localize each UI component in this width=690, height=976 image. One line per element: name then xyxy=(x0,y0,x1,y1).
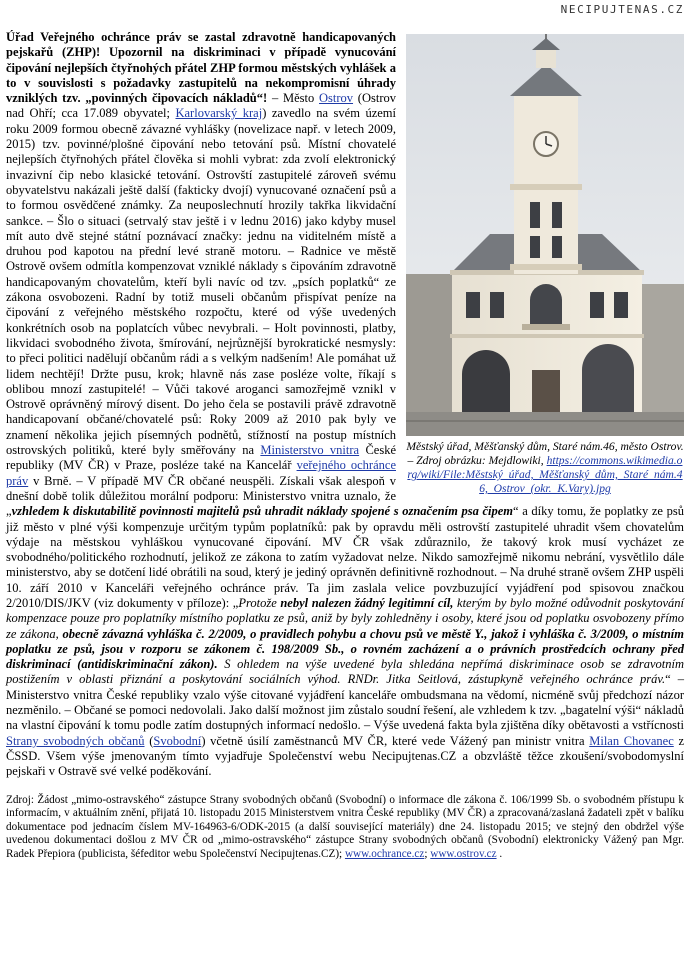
footnote-sep: ; xyxy=(424,847,431,860)
bold-italic-quote: obecně závazná vyhláška č. 2/2009, o pravidlech pohybu a chovu psů ve městě Y., jakož i vyhláška č. 3/2009, o místním poplatku ze psů, jsou v rozporu se zákonem č. 198/2009 Sb., o rovném zacházení a o právních prostředcích ochrany před diskriminací (antidiskriminační zákon). xyxy=(6,626,684,672)
body-text: “ a díky tomu, že poplatky ze psů již město v plné výši kompenzuje určitým typům poplatníků: pak by opravdu měli ostrovští zastupitelé uhradit všem chovatelům výdaje na městskou vyhláškou vynucované čipování. MV ČR však zdůraznilo, že takový krok musí vycházet ze svobodného/politického rozhodnutí, jelikož ze zákona to zatím vyžadovat nelze. Nikdo samozřejmě nikomu nebrání, vysvětlilo dále ministerstvo, aby se dotčení lidé obrátili na soud, který je jediný oprávněn definitivně rozhodnout. – Na druhé straně ovšem ZHP uspěli 10. září 2010 v Kanceláři veřejného ochránce práv. Ta jim zaslala velice povzbuzující vyjádření pod spisovou značkou 2/2010/DIS/JKV (viz dokumenty v příloze): „ xyxy=(6,504,684,610)
link-karlovarsky-kraj[interactable]: Karlovarský kraj xyxy=(175,106,263,121)
bold-italic-quote: vzhledem k diskutabilitě povinnosti majitelů psů uhradit náklady spojené s označením psa čipem xyxy=(11,504,514,519)
footnote-text: Zdroj: Žádost „mimo-ostravského“ zástupce Strany svobodných občanů (Svobodní) o informace dle zákona č. 106/1999 Sb. o svobodném přístupu k informacím, v aktuálním znění, přijatá 10. listopadu 2015 Ministerstvem vnitra České republiky (MV ČR) a zpracovaná/zaslaná žadateli zpět v balíku dokumentace pod jednacím číslem MV-164963-6/ODK-2015 (a další související materiály) dne 24. listopadu 2015; ve stejný den obdržel výše uvedenou dokumentaci došlou z MV ČR od „mimo-ostravského“ zástupce Strany svobodných občanů (Svobodní) elektronicky Vážený pan Mgr. Radek Přepiora (publicista, šéfeditor webu Společenství Necipujtenas.CZ); xyxy=(6,793,684,860)
link-svobodni[interactable]: Svobodní xyxy=(153,733,202,748)
italic-quote: S ohledem na výše uvedené byla shledána nepřímá diskriminace osob se zdravotním postižením v oblasti přiznání a poskytování sociálních výhod. RNDr. Jitka Seitlová, zástupkyně veřejného ochránce práv. xyxy=(6,657,684,687)
body-text: v Brně. – V případě MV ČR občané neuspěli. Získali však alespoň v dnešní době tolik důležitou morální podporu: Ministerstvo vnitra uznalo, že „ xyxy=(6,473,396,519)
body-text: ) včetně úsilí zaměstnanců MV ČR, které vede Vážený pan ministr vnitra xyxy=(201,733,590,748)
caption-title: Městský úřad, Měšťanský dům, Staré nám.46, město Ostrov. xyxy=(406,440,684,453)
footnote-end: . xyxy=(496,847,503,860)
caption-source: – Zdroj obrázku: Mejdlowiki, xyxy=(407,454,544,467)
link-milan-chovanec[interactable]: Milan Chovanec xyxy=(589,733,674,748)
source-footnote xyxy=(6,794,684,862)
figure xyxy=(406,34,684,496)
link-ochrance[interactable]: www.ochrance.cz xyxy=(344,847,425,860)
town-hall-photo xyxy=(406,34,684,436)
link-ostrov[interactable]: Ostrov xyxy=(319,91,354,106)
article-page xyxy=(6,30,684,862)
link-verejny-ochrance[interactable]: veřejného ochránce práv xyxy=(6,458,396,488)
body-text: z ČSSD. Všem výše jmenovaným tímto vyjadřuje Společenství webu Necipujtenas.CZ a obzvláště těžce zkoušení/svobodomyslní pejskaři v Ostravě své velké poděkování. xyxy=(6,733,684,779)
article-lead: Úřad Veřejného ochránce práv se zastal zdravotně handicapovaných pejskařů (ZHP)! Upozornil na diskriminaci v případě vynucování čipování nejlepších čtyřnohých přátel ZHP formou městských vyhlášek a to v souvislosti s požadavky zastupitelů na nekompromisní úhrady vzniklých tzv. „povinných čipovacích nákladů“! xyxy=(6,30,396,106)
body-text: “ – Ministerstvo vnitra České republiky vzalo výše citované vyjádření kanceláře ombudsmana na vědomí, nicméně svůj předchozí názor nezměnilo. – Občané se pomoci nedovolali. Jako další možnost jim zůstalo soudní řešení, ale vzhledem k tzv. „bagatelní výši“ nákladů na vlastní čipování k tomu podle zatím dostupných informací nedošlo. – Výše uvedená fakta byla zjištěna díky obětavosti a vstřícnosti xyxy=(6,672,684,733)
caption-link[interactable]: https://commons.wikimedia.org/wiki/File:Městský_úřad,_Měšťanský_dům,_Staré_nám.46,_Ostrov_(okr._K.Vary).jpg xyxy=(407,454,683,495)
body-text: (Ostrov nad Ohří; cca 17.089 obyvatel; xyxy=(6,91,396,121)
link-strana-svobodnych-obcanu[interactable]: Strany svobodných občanů xyxy=(6,733,145,748)
body-text: České republiky (MV ČR) v Praze, posléze také na Kancelář xyxy=(6,443,396,473)
figure-caption xyxy=(406,440,684,496)
body-text: ( xyxy=(144,733,154,748)
link-ostrov-web[interactable]: www.ostrov.cz xyxy=(430,847,497,860)
body-text: ) zavedlo na svém území roku 2009 formou obecně závazné vyhlášky (novelizace např. v letech 2009, 2015) tzv. povinné/plošné čipování nebo tetování psů. Místní chovatelé nejlepších čtyřnohých přátel člověka si mohli vybrat: zda zvolí elektronický invazivní čip nebo klasické tetování. Ostrovští zastupitelé zároveň svému obyvatelstvu nakázali ještě další (fakticky dvojí) vynucované označení psů a to formou osvědčené známky. Za neuposlechnutí hrozily takřka likvidační sankce. – Šlo o situaci (setrvalý stav ještě i v lednu 2016) jako kdyby musel mít auto dvě stejné státní poznávací značky: jednu na viditelném místě a druhou pod kapotou na přední levé straně motoru. – Radnice ve městě Ostrově ovšem odmítla kompenzovat vzniklé náklady s čipováním zdravotně handicapovaným chovatelům, kteří byli navíc od tzv. „psích poplatků“ ze zákona osvobozeni. Radní by totiž museli občanům přispívat peníze na čipování z veřejného městského rozpočtu, které od výše uvedených konkrétních osob na poplatcích vůbec nevybrali. – Holt povinnosti, platby, likvidaci svobodného života, šmírování, nejrůznější byrokratické nesmysly: to přeci politici nadělují občanům rádi a s velkým nadšením! Ale pomáhat už lidem nechtějí! Držte pusu, krok; hlavně nás zase posléze volte, říkají s oblibou mnozí zastupitelé! – Vůči takové aroganci samozřejmě vznikl v Ostrově oprávněný mírový disent. Do jeho čela se postavili právě zdravotně handicapovaní občané/chovatelé psů: Roky 2009 až 2010 pak byly ve znamení několika jejich písemných podnětů, stížností na postup místních ostrovských politiků, které byly směřovány na xyxy=(6,106,396,458)
body-text: – Město xyxy=(267,91,319,106)
site-brand: NECIPUJTENAS.CZ xyxy=(560,3,684,16)
link-ministerstvo-vnitra[interactable]: Ministerstvo vnitra xyxy=(260,443,360,458)
italic-quote: Protože xyxy=(238,595,281,610)
italic-quote: kterým by bylo možné odůvodnit poskytování kompenzace pouze pro poplatníky místního poplatku ze psů, aniž by byly zohledněny i osoby, které jsou od poplatku osvobozeny přímo ze zákona, xyxy=(6,595,685,641)
bold-italic-quote: nebyl nalezen žádný legitimní cíl, xyxy=(280,595,454,610)
